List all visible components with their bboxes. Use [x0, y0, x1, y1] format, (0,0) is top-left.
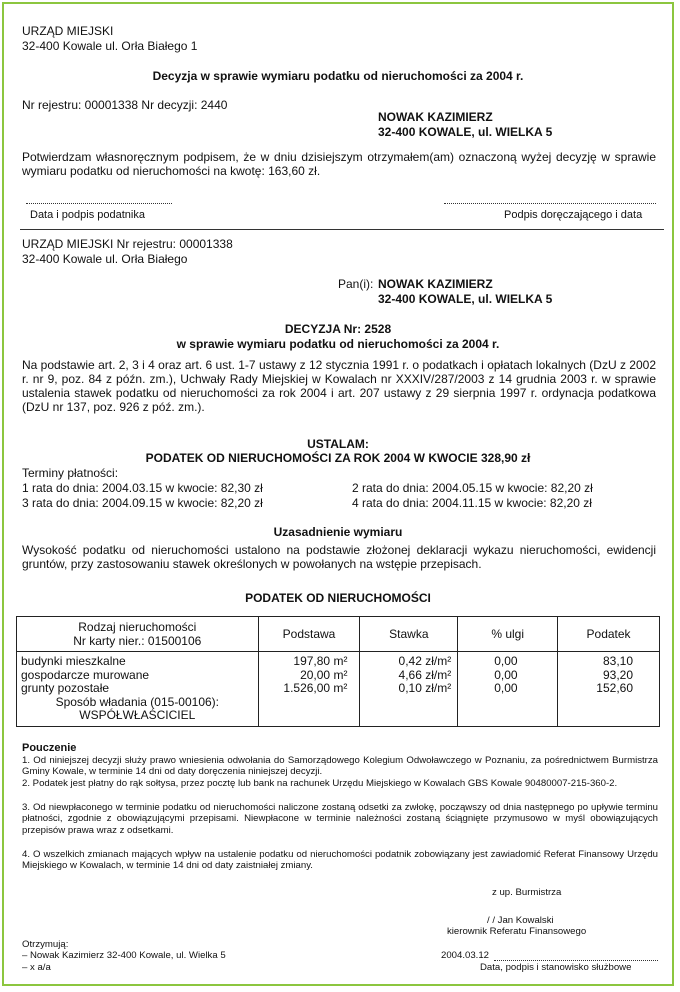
ustalam-heading: USTALAM: [307, 437, 369, 451]
justification-title: Uzasadnienie wymiaru [273, 525, 403, 539]
signature-line-left [26, 203, 172, 204]
office-address: 32-400 Kowale ul. Orła Białego 1 [22, 39, 198, 53]
receipt-title: Decyzja w sprawie wymiaru podatku od nieruchomości za 2004 r. [152, 69, 524, 83]
instruction-3: 3. Od niewpłaconego w terminie podatku od nieruchomości naliczone zostaną odsetki za zwłokę, począwszy od dnia następnego po upływie terminu płatności, zgodnie z obowiązującymi przepisami. Niewpłacone w terminie należności zostaną ściągnięte przymusowo w myśl obowiązujących przepisów prawa wraz z odsetkami. [22, 802, 658, 836]
pan-label: Pan(i): [338, 277, 374, 291]
header-card-number: Nr karty nier.: 01500106 [73, 634, 202, 648]
taxpayer-signature-label: Data i podpis podatnika [30, 209, 145, 221]
row-base-1: 197,80 m² [293, 654, 348, 668]
installment-1: 1 rata do dnia: 2004.03.15 w kwocie: 82,30 zł [22, 481, 263, 495]
signature-line-right [444, 203, 656, 204]
table-header-row [17, 617, 660, 652]
decision-addressee-name: NOWAK KAZIMIERZ [378, 277, 493, 291]
installment-4: 4 rata do dnia: 2004.11.15 w kwocie: 82,20 zł [352, 496, 592, 510]
ownership-label: Sposób władania (015-00106): [55, 694, 220, 709]
legal-basis: Na podstawie art. 2, 3 i 4 oraz art. 6 ust. 1-7 ustawy z 12 stycznia 1991 r. o podatkach i opłatach lokalnych (DzU z 2002 r. nr 9, poz. 84 z późn. zm.), Uchwały Rady Miejskiej w Kowalach nr XXXIV/287/2003 z 14 grudnia 2003 r. w sprawie ustalenia stawek podatku od nieruchomości za rok 2004 i art. 207 ustawy z 29 sierpnia 1997 r. ordynacja podatkowa (DzU nr 137, poz. 926 z póź. zm.). [22, 358, 656, 414]
instruction-2: 2. Podatek jest płatny do rąk sołtysa, przez pocztę lub bank na rachunek Urzędu Miejskiego w Kowalach GBS Kowale 90480007-215-360-2. [22, 778, 618, 789]
addressee-address: 32-400 KOWALE, ul. WIELKA 5 [378, 125, 553, 139]
recipient-1: – Nowak Kazimierz 32-400 Kowale, ul. Wielka 5 [22, 950, 226, 961]
decision-addressee-address: 32-400 KOWALE, ul. WIELKA 5 [378, 292, 553, 306]
row-base-3: 1.526,00 m² [283, 681, 348, 695]
deliverer-signature-label: Podpis doręczającego i data [504, 209, 643, 221]
row-rate-3: 0,10 zł/m² [398, 681, 452, 695]
addressee-name: NOWAK KAZIMIERZ [378, 110, 493, 124]
row-type-1: budynki mieszkalne [21, 654, 126, 668]
justification-text: Wysokość podatku od nieruchomości ustalono na podstawie złożonej deklaracji wykazu nieruchomości, ewidencji gruntów, przy zastosowaniu stawek określonych w powołanych na wstępie przepisach. [22, 543, 656, 571]
recipient-2: – x a/a [22, 962, 51, 973]
table-row [17, 652, 660, 727]
header-base: Podstawa [258, 617, 360, 652]
on-behalf-label: z up. Burmistrza [492, 887, 562, 898]
decision-subject: w sprawie wymiaru podatku od nieruchomości za 2004 r. [176, 337, 500, 351]
decision-office-address: 32-400 Kowale ul. Orła Białego [22, 252, 188, 266]
office-name: URZĄD MIEJSKI [22, 24, 114, 38]
row-type-2: gospodarcze murowane [21, 667, 150, 682]
decision-office-line: URZĄD MIEJSKI Nr rejestru: 00001338 [22, 237, 233, 251]
confirmation-text: Potwierdzam własnoręcznym podpisem, że w dniu dzisiejszym otrzymałem(am) oznaczoną wyżej decyzję w sprawie wymiaru podatku od nieruchomości na kwotę: 163,60 zł. [22, 150, 656, 178]
signatory-position: kierownik Referatu Finansowego [447, 926, 587, 937]
row-relief-1: 0,00 [494, 654, 518, 668]
instruction-1: 1. Od niniejszej decyzji służy prawo wniesienia odwołania do Samorządowego Kolegium Odwoławczego w Poznaniu, za pośrednictwem Burmistrza Gminy Kowale, w terminie 14 dni od daty doręczenia niniejszej decyzji. [22, 755, 658, 778]
issue-date: 2004.03.12 [441, 950, 490, 961]
installment-2: 2 rata do dnia: 2004.05.15 w kwocie: 82,20 zł [352, 481, 593, 495]
tax-table-title: PODATEK OD NIERUCHOMOŚCI [245, 591, 431, 605]
installment-3: 3 rata do dnia: 2004.09.15 w kwocie: 82,20 zł [22, 496, 263, 510]
row-tax-3: 152,60 [596, 681, 633, 695]
row-rate-2: 4,66 zł/m² [398, 667, 452, 682]
row-tax-1: 83,10 [602, 654, 633, 668]
header-tax: Podatek [558, 617, 660, 652]
row-relief-3: 0,00 [494, 681, 518, 695]
official-signature-line [494, 960, 658, 961]
recipients-label: Otrzymują: [22, 939, 69, 950]
instructions-title: Pouczenie [22, 742, 77, 754]
registry-line: Nr rejestru: 00001338 Nr decyzji: 2440 [22, 98, 228, 112]
cut-line [20, 229, 664, 230]
header-type [17, 617, 259, 652]
payment-terms-label: Terminy płatności: [22, 466, 119, 480]
ownership-value: WSPÓŁWŁAŚCICIEL [79, 708, 196, 722]
row-base-2: 20,00 m² [300, 667, 348, 682]
tax-amount-line: PODATEK OD NIERUCHOMOŚCI ZA ROK 2004 W KWOCIE 328,90 zł [145, 451, 531, 465]
header-type-label: Rodzaj nieruchomości [78, 620, 197, 634]
official-signature-label: Data, podpis i stanowisko służbowe [480, 962, 632, 973]
signatory-name: / / Jan Kowalski [487, 915, 554, 926]
decision-document [2, 2, 674, 986]
row-relief-2: 0,00 [494, 667, 518, 682]
row-rate-1: 0,42 zł/m² [398, 654, 452, 668]
header-relief: % ulgi [458, 617, 558, 652]
row-type-3: grunty pozostałe [21, 681, 110, 695]
tax-table [16, 616, 660, 727]
header-rate: Stawka [360, 617, 458, 652]
instruction-4: 4. O wszelkich zmianach mających wpływ na ustalenie podatku od nieruchomości podatnik zobowiązany jest zawiadomić Referat Finansowy Urzędu Miejskiego w Kowalach, w terminie 14 dni od daty zaistniałej zmiany. [22, 849, 658, 872]
decision-number: DECYZJA Nr: 2528 [284, 322, 392, 336]
row-tax-2: 93,20 [602, 667, 633, 682]
